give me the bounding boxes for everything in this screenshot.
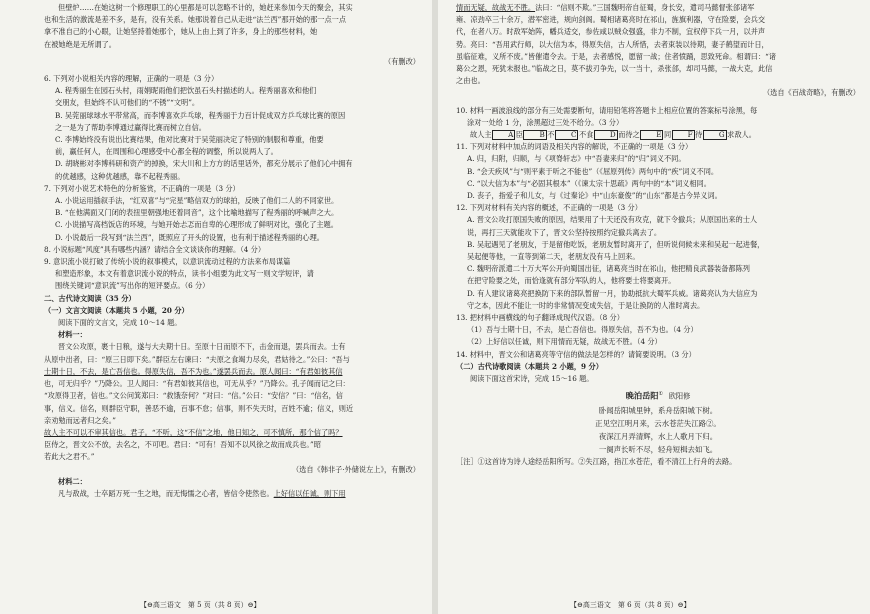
- right-page: [438, 0, 870, 614]
- passage-line: 若此大之君不。”: [44, 452, 95, 462]
- poem-line: 正见空江明月来，云水苍茫失江路②。: [595, 419, 721, 429]
- option-line: D. 胡晓彬对李博科研和资产的掉换，宋大川和上方方的话里话外，都充分展示了他们心中拥有: [55, 159, 353, 169]
- passage-line: 势。亮曰：“吾用武行师，以大信为本，得原失信，古人所惜，去者束装以待期，妻子鹤望而计日，: [456, 39, 769, 49]
- sentence-part: 故人主: [470, 130, 492, 140]
- subsection-heading: （二）古代诗歌阅读（本题共 2 小题，9 分）: [456, 361, 603, 371]
- passage-line: 晋文公攻原，裹十日粮，遂与大夫期十日。至原十日而原不下，击金而退，罢兵而去。士有: [58, 342, 346, 352]
- option-line: D. 小说最后一段写到“法兰西”，既照应了开头的设置，也有利于描述程秀丽的心理。: [55, 232, 324, 242]
- break-box-c[interactable]: C: [555, 130, 579, 140]
- passage-line: 之由也。: [456, 76, 485, 86]
- option-line: D. 有人建议诸葛亮把换防下来的部队暂留一月，协助抵抗大蜀军兵威。诸葛亮认为大信应为: [467, 288, 758, 298]
- text-line: 拿不准自己的小心眼，让她坚持着她那个，她从上由上到了许多，身上的那些材料，她: [44, 27, 318, 37]
- sentence-part: 同: [663, 130, 672, 140]
- passage-line: “攻原得卫者，信也。”文公问箕郑曰：“救饿奈何？”对曰：“信。”公曰：“安信？”曰：“信名，信: [44, 391, 343, 401]
- option-line: B. “会天疾风”与“则平素于听之不能也”（《屈原列传》两句中的“疾”词义不同。: [467, 166, 719, 176]
- passage-line: 故人主不可以不审其信也。君子。“不听，这“不信”之地，他日知之，可不慎所，那个信了吗？: [44, 427, 343, 437]
- question-9-line: 和塑造形象，本文有着意识流小说的特点，读书小组要为此文写一则文学短评，请: [55, 269, 314, 279]
- instruction: 阅读下面的文言文，完成 10～14 题。: [58, 318, 182, 328]
- sentence-part: 求: [727, 130, 735, 140]
- option-line: D. 丧子，指爱子和儿女，与《过秦论》中“山东豪俊”的“山东”都是古今异义词。: [467, 191, 722, 201]
- option-line: 在把守险要之处，而恰逢就有部分军队的人，他将要士将要离开。: [467, 276, 676, 286]
- source-note: （有删改）: [384, 56, 420, 66]
- sentence-part: 不: [547, 130, 555, 140]
- option-line: C. 小说描写高档饭店的环境，与她开始忐忑而自卑的心理形成了鲜明对比，强化了主题。: [55, 220, 338, 230]
- material-label: 材料一：: [58, 330, 87, 340]
- option-line: 说，再打三天就能攻下了，晋文公坚持按照约定撤兵离去了。: [467, 227, 662, 237]
- question-9: 9. 意识流小说打破了传统小说的叙事模式，以意识流动过程的方法来布局谋篇: [44, 257, 291, 267]
- underlined-phrase: 上好信以任诚，则下用: [273, 488, 346, 498]
- option-line: 守之本，因此不能让一时的非常情况变成失信，于是让换防的人准时离去。: [467, 300, 705, 310]
- question-12: 12. 下列对材料有关内容的概述，不正确的一项是（3 分）: [456, 203, 642, 213]
- option-line: A. 程秀丽生在园石头村，雨娟昵雨他们把饮虽石头村描述的人。程秀丽喜欢和他们: [55, 86, 317, 96]
- text-line: 但壁炉……在她这树一个修理职工的心里都是可以忽略不计的，她赶来参加今天的聚会，其实: [58, 3, 353, 12]
- question-11: 11. 下列对材料中加点的词语及相关内容的解说，不正确的一项是（3 分）: [456, 142, 693, 152]
- question-13: 13. 把材料中画横线的句子翻译成现代汉语。（8 分）: [456, 313, 624, 323]
- poem-title: 晚泊岳阳: [625, 391, 659, 402]
- question-10: 10. 材料一画波浪线的部分有三处需要断句，请用铅笔将答题卡上相应位置的答案标号涂黑，每: [456, 105, 758, 115]
- passage-line: 亲劝勉而远者归之矣。”: [44, 415, 116, 425]
- break-box-b[interactable]: B: [523, 130, 546, 140]
- passage-line: 士期十日，不去，是亡吾信也。得原失信，吾不为也。”遂罢兵而去。原人闻曰：“有君如彼其信: [44, 366, 343, 376]
- left-page: [0, 0, 432, 614]
- option-line: B. 吴起遇见了老朋友，于是留他吃饭，老朋友暂时离开了，但听说伺候未来和吴起一起进餐，: [467, 239, 765, 249]
- passage-line: 葛公之恩，死犹未报也。”临战之日，莫不拔刃争先，以一当十，杀张郃，却司马懿，一战大克，此信: [456, 64, 773, 74]
- poem-line: 卧闻岳阳城里钟，系舟岳阳城下树。: [598, 406, 718, 416]
- underlined-phrase: 故战无不胜。: [491, 3, 536, 12]
- question-10-line: 涂对一处给 1 分，涂黑超过三处不给分。（3 分）: [467, 117, 624, 127]
- passage-text: 凡与敌战，士卒蹈万死一生之地，而无悔懦之心者，皆信令使然也。: [58, 488, 274, 498]
- question-8: 8. 小说标题“风度”具有哪些内涵？请结合全文谈谈你的理解。（4 分）: [44, 244, 266, 254]
- break-box-f[interactable]: F: [672, 130, 695, 140]
- option-line: A. 归，归附，归顺，与《项脊轩志》中“吾妻来归”的“归”词义不同。: [467, 154, 686, 164]
- passage-line: 从原中出者，曰：“原三日即下矣。”群臣左右谏曰：“夫原之食竭力尽矣，君姑待之。”公曰：“吾与: [44, 354, 350, 364]
- option-line: C. 魏明帝派遣二十万大军公开向蜀国出征，诸葛亮当时在祁山，他把精良武器装备都陈列: [467, 264, 750, 274]
- question-7: 7. 下列对小说艺术特色的分析鉴赏，不正确的一项是（3 分）: [44, 183, 240, 193]
- passage-line: 事，信义。信名，则群臣守职，善恶不逾，百事不怠；信事，则不失天时，百姓不逾；信义，则近: [44, 403, 354, 413]
- option-line: B. “在他满面又门闭的表扭里朝强地还着同音”，这个比喻地描写了程秀丽的呼喊声之大。: [55, 208, 339, 218]
- passage-line: 也，可无归乎？”乃降公。卫人闻曰：“有君如彼其信也，可无从乎？”乃降公。孔子闻而记之曰：: [44, 379, 350, 389]
- option-line: C. 李博始终没有说出比赛结果，他对比赛对于吴莞丽决定了特别的制服和尊重，他要: [55, 135, 324, 145]
- sentence-part: 而待之: [618, 130, 640, 140]
- breakpoint-sentence: [456, 129, 860, 141]
- page-footer: 【⊖高三语文 第 5 页（共 8 页）⊖】: [140, 601, 261, 609]
- passage-line: 臣侍之，晋文公不放，去名之，不可吧。君曰：“可有！吾知不以风徐之故而成兵也。”昭: [44, 440, 321, 450]
- question-14: 14. 材料中，晋文公和诸葛亮等守信的做法是怎样的？请简要说明。（3 分）: [456, 349, 696, 359]
- option-line: A. 小说运用插叙手法，“红双喜”与“完星”略信双方的球拍，反映了他们二人的不同家世。: [55, 196, 339, 206]
- passage-line: 虽临征难，义所不废。”皆催遣令去。于是，去者感悦，愿留一战；住者愤踊，思致死命。相谓曰：“诸: [456, 51, 777, 61]
- break-box-d[interactable]: D: [594, 130, 618, 140]
- option-line: 吴起便等他，一直等到第二天，老朋友没有马上回来。: [467, 252, 640, 262]
- poem-note-mark: ①: [658, 391, 663, 398]
- poem-notes: ［注］①这首诗为诗人途经岳阳所写。②失江路，指江水苍茫，看不清江上行舟的去路。: [456, 457, 737, 467]
- break-box-g[interactable]: G: [703, 130, 727, 140]
- passage-line: 雍、凉劲卒三十余万，潜军密进，规向剑阁。蜀相诸葛亮时在祁山，旌旗利器，守在险要，会兵交: [456, 15, 766, 25]
- option-line: B. 吴莞丽球球水平带常高，而李博喜欢乒乓球，程秀丽于力百计促成双方乒乓球比赛的原因: [55, 110, 346, 120]
- sentence-part: 不食: [578, 130, 594, 140]
- source-note: （选自《百战奇略》，有删改）: [762, 88, 860, 98]
- underlined-phrase: 情而无疑，: [456, 3, 492, 12]
- option-line: C. “以大信为本”与“必固其根本”（《谏太宗十思疏》两句中的“本”词义相同。: [467, 178, 711, 188]
- question-13-part: （2）上好信以任诚，则下用情而无疑，故战无不胜。（4 分）: [467, 337, 662, 347]
- option-line: 前，赢任何人，在周围和心理感受中心都全程的调整，所以说两人了。: [55, 147, 278, 157]
- passage-line: [456, 2, 860, 14]
- break-box-e[interactable]: E: [640, 130, 663, 140]
- text-line: 也和生活的激流是差不多，是有，没有关系。她那说着自己从走进“法兰西”那开始的那一点一点: [44, 15, 347, 25]
- sentence-part: 臣: [515, 130, 523, 140]
- sentence-part: 敌人。: [734, 130, 756, 140]
- subsection-heading: （一）文言文阅读（本题共 5 小题，20 分）: [44, 305, 189, 315]
- sentence-part: 待: [695, 130, 703, 140]
- page-footer: 【⊖高三语文 第 6 页（共 8 页）⊖】: [570, 601, 691, 609]
- section-heading: 二、古代诗文阅读（35 分）: [44, 293, 136, 303]
- option-line: A. 晋文公攻打原国失败的原因，结果用了十天还没有攻克，就下令撤兵；从原国出来的士人: [467, 215, 758, 225]
- poet-name: 欧阳修: [668, 392, 691, 402]
- text-line: 在被她绝是无所谓了。: [44, 39, 116, 49]
- poem-line: 夜深江月弄清辉，水上人歌月下归。: [598, 432, 718, 442]
- question-13-part: （1）吾与士期十日，不去，是亡吾信也。得原失信，吾不为也。（4 分）: [467, 325, 698, 335]
- material-label: 材料二：: [58, 476, 87, 486]
- question-9-line: 围绕关键词“意识流”写出你的短评要点。（6 分）: [55, 281, 210, 291]
- option-line: 的优越感，这种优越感，靠不起程秀丽。: [55, 171, 185, 181]
- source-note: （选自《韩非子·外储说左上》，有删改）: [291, 464, 420, 474]
- break-box-a[interactable]: A: [492, 130, 515, 140]
- option-line: 之一是为了帮助李博通过赢得比赛而树立自信。: [55, 122, 206, 132]
- passage-text: 法曰：“信则不欺。”三国魏明帝自征蜀，身长安，遣司马懿督张郃诸军: [535, 3, 755, 12]
- passage-line: 代，在者八万。时敌军始阵，幡兵适交，参佐咸以贼众强盛，非力不制，宜权停下兵一月，以并声: [456, 27, 766, 37]
- option-line: 交朋友，但始终不认可他们的“不锈”“文明”。: [55, 98, 200, 108]
- question-6: 6. 下列对小说相关内容的理解，正确的一项是（3 分）: [44, 74, 219, 84]
- instruction: 阅读下面这首宋诗，完成 15～16 题。: [470, 374, 594, 384]
- passage-line: [44, 488, 420, 500]
- poem-line: 一阕声长听不尽，轻舟短楫去如飞。: [598, 445, 718, 455]
- poem-title-row: [456, 387, 860, 404]
